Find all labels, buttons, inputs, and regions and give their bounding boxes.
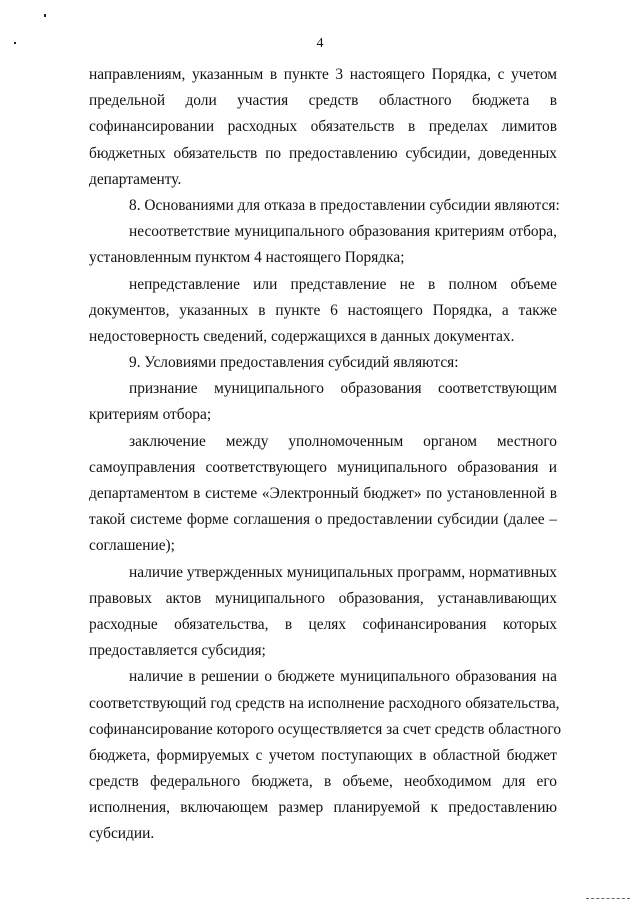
text-line: недостоверность сведений, содержащихся в данных документах. <box>89 327 515 345</box>
text-line: предельной доли участия средств областного бюджета в <box>89 92 557 110</box>
text-line: наличие в решении о бюджете муниципального образования на <box>129 668 557 686</box>
text-line: субсидии. <box>89 825 155 843</box>
text-line: установленным пунктом 4 настоящего Порядка; <box>89 249 405 267</box>
text-line: соответствующий год средств на исполнение расходного обязательства, <box>89 694 560 712</box>
text-line: предоставляется субсидия; <box>89 642 266 660</box>
text-line: департаментом в системе «Электронный бюджет» по установленной в <box>89 485 557 502</box>
text-line: такой системе форме соглашения о предоставлении субсидии (далее – <box>89 511 557 529</box>
text-line: документов, указанных в пункте 6 настоящего Порядка, а также <box>89 301 557 319</box>
text-line: заключение между уполномоченным органом местного <box>129 432 557 450</box>
text-line: критериям отбора; <box>89 406 212 424</box>
text-line: 9. Условиями предоставления субсидий являются: <box>129 354 459 372</box>
text-line: расходные обязательства, в целях софинансирования которых <box>89 615 557 633</box>
text-line: непредставление или представление не в полном объеме <box>129 275 557 293</box>
text-line: 8. Основаниями для отказа в предоставлении субсидии являются: <box>129 196 560 214</box>
text-line: наличие утвержденных муниципальных программ, нормативных <box>129 563 557 581</box>
scan-mark-dot-1 <box>44 14 46 17</box>
text-line: бюджетных обязательств по предоставлению субсидии, доведенных <box>89 144 557 162</box>
document-body <box>89 62 562 848</box>
text-line: бюджета, формируемых с учетом поступающих в областной бюджет <box>89 746 557 764</box>
text-line: несоответствие муниципального образования критериям отбора, <box>129 223 557 241</box>
scan-edge-mark <box>586 898 630 899</box>
text-line: софинансирование которого осуществляется за счет средств областного <box>89 720 562 738</box>
text-line: соглашение); <box>89 537 175 555</box>
text-line: исполнения, включающем размер планируемой к предоставлению <box>89 799 557 817</box>
text-line: признание муниципального образования соответствующим <box>129 380 557 398</box>
text-line: самоуправления соответствующего муниципального образования и <box>89 458 557 476</box>
text-line: правовых актов муниципального образования, устанавливающих <box>89 589 557 607</box>
text-line: средств федерального бюджета, в объеме, необходимом для его <box>89 773 557 791</box>
text-line: направлениям, указанным в пункте 3 настоящего Порядка, с учетом <box>89 66 557 83</box>
text-line: софинансировании расходных обязательств в пределах лимитов <box>89 118 557 136</box>
page-number: 4 <box>316 36 324 51</box>
text-line: департаменту. <box>89 170 182 188</box>
